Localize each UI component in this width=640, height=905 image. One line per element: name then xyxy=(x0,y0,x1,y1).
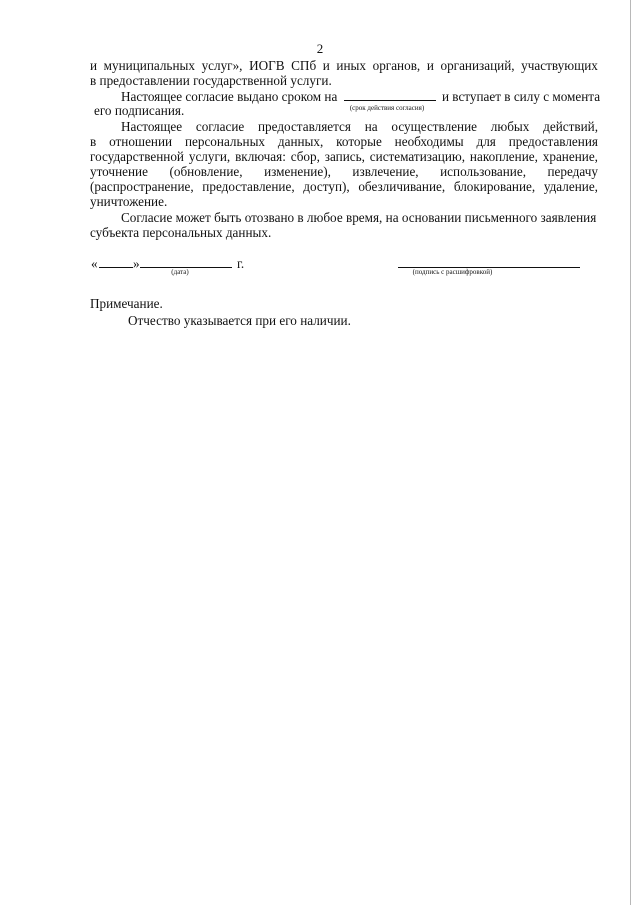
date-quote-open: « xyxy=(91,256,98,271)
para3-line4-word: изменение), xyxy=(264,164,331,179)
para3-line2-word: данных, xyxy=(277,134,324,149)
term-blank-field[interactable] xyxy=(344,89,436,101)
term-caption: (срок действия согласия) xyxy=(349,104,425,112)
para1-line1-word: услуг», xyxy=(201,58,243,73)
para3-line5-word: блокирование, xyxy=(453,179,536,194)
para3-line2-word: необходимы xyxy=(394,134,464,149)
para3-line3-word: запись, xyxy=(324,149,365,164)
para3-line2-word: в xyxy=(90,134,97,149)
para1-line1-word: иных xyxy=(336,58,366,73)
para3-line1-word: согласие xyxy=(195,119,245,134)
para1-line1-word: и xyxy=(426,58,434,73)
para3-line2-word: которые xyxy=(336,134,382,149)
para1-line1-word: органов, xyxy=(372,58,421,73)
para3-line1-word: осуществление xyxy=(391,119,478,134)
para3-line2-word: для xyxy=(476,134,496,149)
para1-line1 xyxy=(90,58,598,73)
para3-line4-word: уточнение xyxy=(90,164,148,179)
para3-line3-word: включая: xyxy=(235,149,286,164)
para1-line1-word: и xyxy=(90,58,98,73)
para2-line2: его подписания. xyxy=(94,103,185,118)
para3-line3-word: сбор, xyxy=(290,149,320,164)
para3-line3-word: хранение, xyxy=(542,149,598,164)
date-day-field[interactable] xyxy=(99,267,133,268)
signature-caption: (подпись с расшифровкой) xyxy=(412,268,493,276)
para1-line1-word: участвующих xyxy=(521,58,598,73)
para3-line1-word: любых xyxy=(490,119,530,134)
para3-line1-word: на xyxy=(364,119,378,134)
page-number: 2 xyxy=(316,41,324,56)
para3-line4-word: передачу xyxy=(547,164,598,179)
para3-line4-word: использование, xyxy=(440,164,526,179)
para2-after-blank: и вступает в силу с момента xyxy=(441,89,601,104)
para3-line5-word: (распространение, xyxy=(90,179,194,194)
para3-line5-word: предоставление, xyxy=(202,179,295,194)
note-text: Отчество указывается при его наличии. xyxy=(128,313,351,328)
para3-line3-word: услуги, xyxy=(188,149,231,164)
para3-line1 xyxy=(121,119,598,134)
para3-line4 xyxy=(90,164,598,179)
para3-line5-word: доступ), xyxy=(303,179,350,194)
para3-line2-word: отношении xyxy=(109,134,173,149)
para1-line2: в предоставлении государственной услуги. xyxy=(90,73,332,88)
para3-line3-word: систематизацию, xyxy=(369,149,466,164)
para4-line1: Согласие может быть отозвано в любое время, на основании письменного заявления xyxy=(121,210,597,225)
para3-line5 xyxy=(90,179,598,194)
page-edge-divider xyxy=(630,0,631,905)
para1-line1-word: СПб xyxy=(291,58,317,73)
para2-before-blank: Настоящее согласие выдано сроком на xyxy=(121,89,338,104)
para3-line4-word: (обновление, xyxy=(169,164,243,179)
para2-line1 xyxy=(121,89,600,104)
para4-line2: субъекта персональных данных. xyxy=(90,225,272,240)
para1-line1-word: и xyxy=(322,58,330,73)
para3-line2-word: персональных xyxy=(184,134,266,149)
para3-line5-word: удаление, xyxy=(543,179,598,194)
para3-line4-word: извлечение, xyxy=(352,164,419,179)
para3-line1-word: предоставляется xyxy=(257,119,351,134)
para3-line5-word: обезличивание, xyxy=(358,179,446,194)
para3-line2 xyxy=(90,134,598,149)
para3-line1-word: Настоящее xyxy=(121,119,183,134)
para3-line3-word: государственной xyxy=(90,149,184,164)
para3-line2-word: предоставления xyxy=(508,134,598,149)
para1-line1-word: муниципальных xyxy=(103,58,195,73)
date-quote-close: » xyxy=(133,256,140,271)
para3-line6: уничтожение. xyxy=(90,194,168,209)
note-title: Примечание. xyxy=(90,296,163,311)
para3-line1-word: действий, xyxy=(543,119,598,134)
para3-line3-word: накопление, xyxy=(469,149,538,164)
para3-line3 xyxy=(90,149,598,164)
date-caption: (дата) xyxy=(171,268,189,276)
para1-line1-word: организаций, xyxy=(440,58,515,73)
date-year-suffix: г. xyxy=(237,256,245,271)
para1-line1-word: ИОГВ xyxy=(249,58,285,73)
